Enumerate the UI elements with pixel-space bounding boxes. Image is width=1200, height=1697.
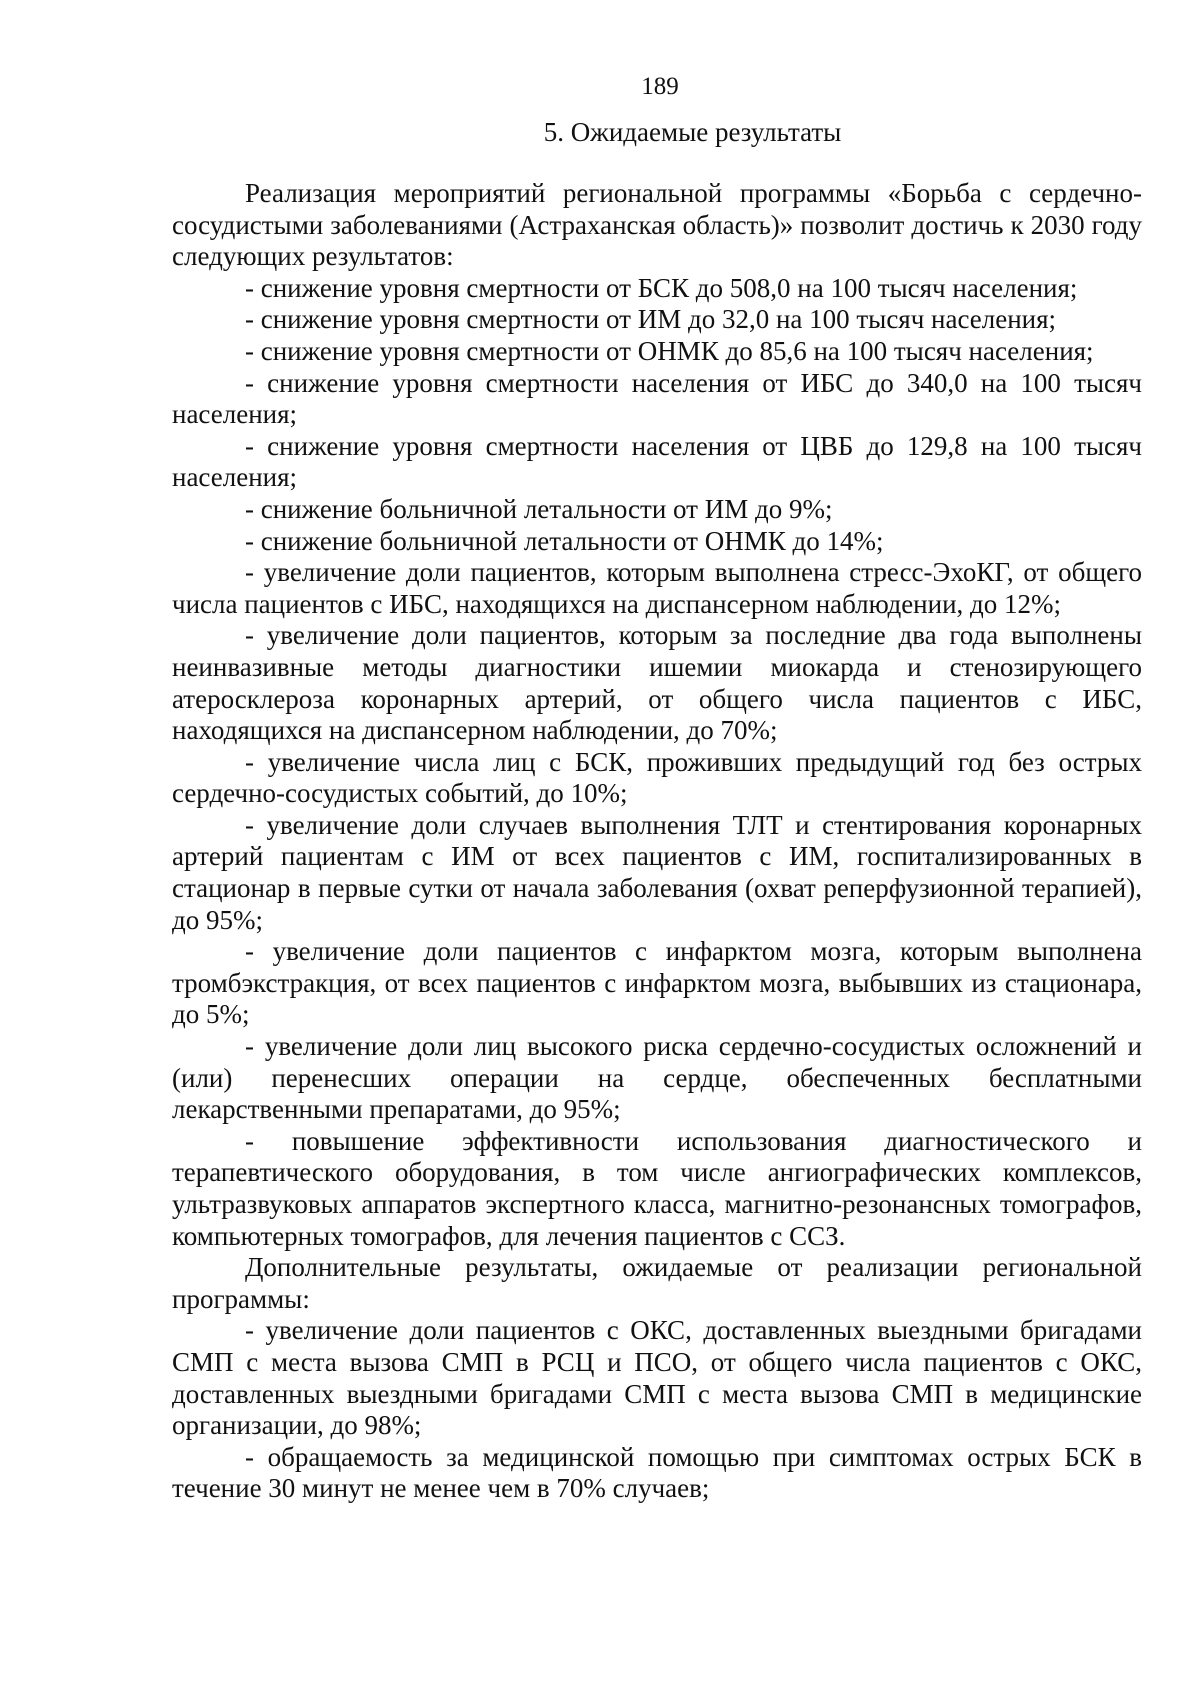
result-item: - увеличение доли пациентов с инфарктом мозга, которым выполнена тромбэкстракция, от всех пациентов с инфарктом мозга, выбывших из стационара, до 5%; (172, 936, 1142, 1030)
intro-paragraph: Реализация мероприятий региональной программы «Борьба с сердечно-сосудистыми заболеваниями (Астраханская область)» позволит достичь к 2030 году следующих результатов: (172, 178, 1142, 272)
result-item: - снижение уровня смертности населения от ИБС до 340,0 на 100 тысяч населения; (172, 367, 1142, 430)
result-item: - повышение эффективности использования диагностического и терапевтического оборудования, в том числе ангиографических комплексов, ультразвуковых аппаратов экспертного класса, магнитно-резонансных томографов, компьютерных томографов, для лечения пациентов с ССЗ. (172, 1125, 1142, 1251)
result-item: - увеличение доли пациентов, которым за последние два года выполнены неинвазивные методы диагностики ишемии миокарда и стенозирующего атеросклероза коронарных артерий, от общего числа пациентов с ИБС, находящихся на диспансерном наблюдении, до 70%; (172, 620, 1142, 746)
result-item: - снижение больничной летальности от ИМ до 9%; (245, 493, 833, 524)
result-item: - снижение уровня смертности населения от ЦВБ до 129,8 на 100 тысяч населения; (172, 430, 1142, 493)
result-item: - снижение уровня смертности от БСК до 508,0 на 100 тысяч населения; (245, 272, 1078, 303)
result-item: - увеличение числа лиц с БСК, проживших предыдущий год без острых сердечно-сосудистых событий, до 10%; (172, 746, 1142, 809)
page-number: 189 (641, 73, 679, 100)
result-item: - снижение уровня смертности от ОНМК до 85,6 на 100 тысяч населения; (245, 335, 1094, 366)
additional-results-paragraph: Дополнительные результаты, ожидаемые от реализации региональной программы: (172, 1252, 1142, 1314)
result-item: - увеличение доли пациентов, которым выполнена стресс-ЭхоКГ, от общего числа пациентов с ИБС, находящихся на диспансерном наблюдении, до 12%; (172, 557, 1142, 619)
document-body (172, 178, 1142, 1505)
result-item: - увеличение доли пациентов с ОКС, доставленных выездными бригадами СМП с места вызова СМП в РСЦ и ПСО, от общего числа пациентов с ОКС, доставленных выездными бригадами СМП с места вызова СМП в медицинские организации, до 98%; (172, 1315, 1142, 1441)
result-item: - снижение уровня смертности от ИМ до 32,0 на 100 тысяч населения; (245, 304, 1057, 335)
result-item: - обращаемость за медицинской помощью при симптомах острых БСК в течение 30 минут не менее чем в 70% случаев; (172, 1441, 1142, 1504)
result-item: - снижение больничной летальности от ОНМК до 14%; (245, 525, 884, 556)
result-item: - увеличение доли лиц высокого риска сердечно-сосудистых осложнений и (или) перенесших операции на сердце, обеспеченных бесплатными лекарственными препаратами, до 95%; (172, 1031, 1142, 1125)
section-title: 5. Ожидаемые результаты (543, 117, 842, 147)
result-item: - увеличение доли случаев выполнения ТЛТ и стентирования коронарных артерий пациентам с ИМ от всех пациентов с ИМ, госпитализированных в стационар в первые сутки от начала заболевания (охват реперфузионной терапией), до 95%; (172, 809, 1142, 935)
